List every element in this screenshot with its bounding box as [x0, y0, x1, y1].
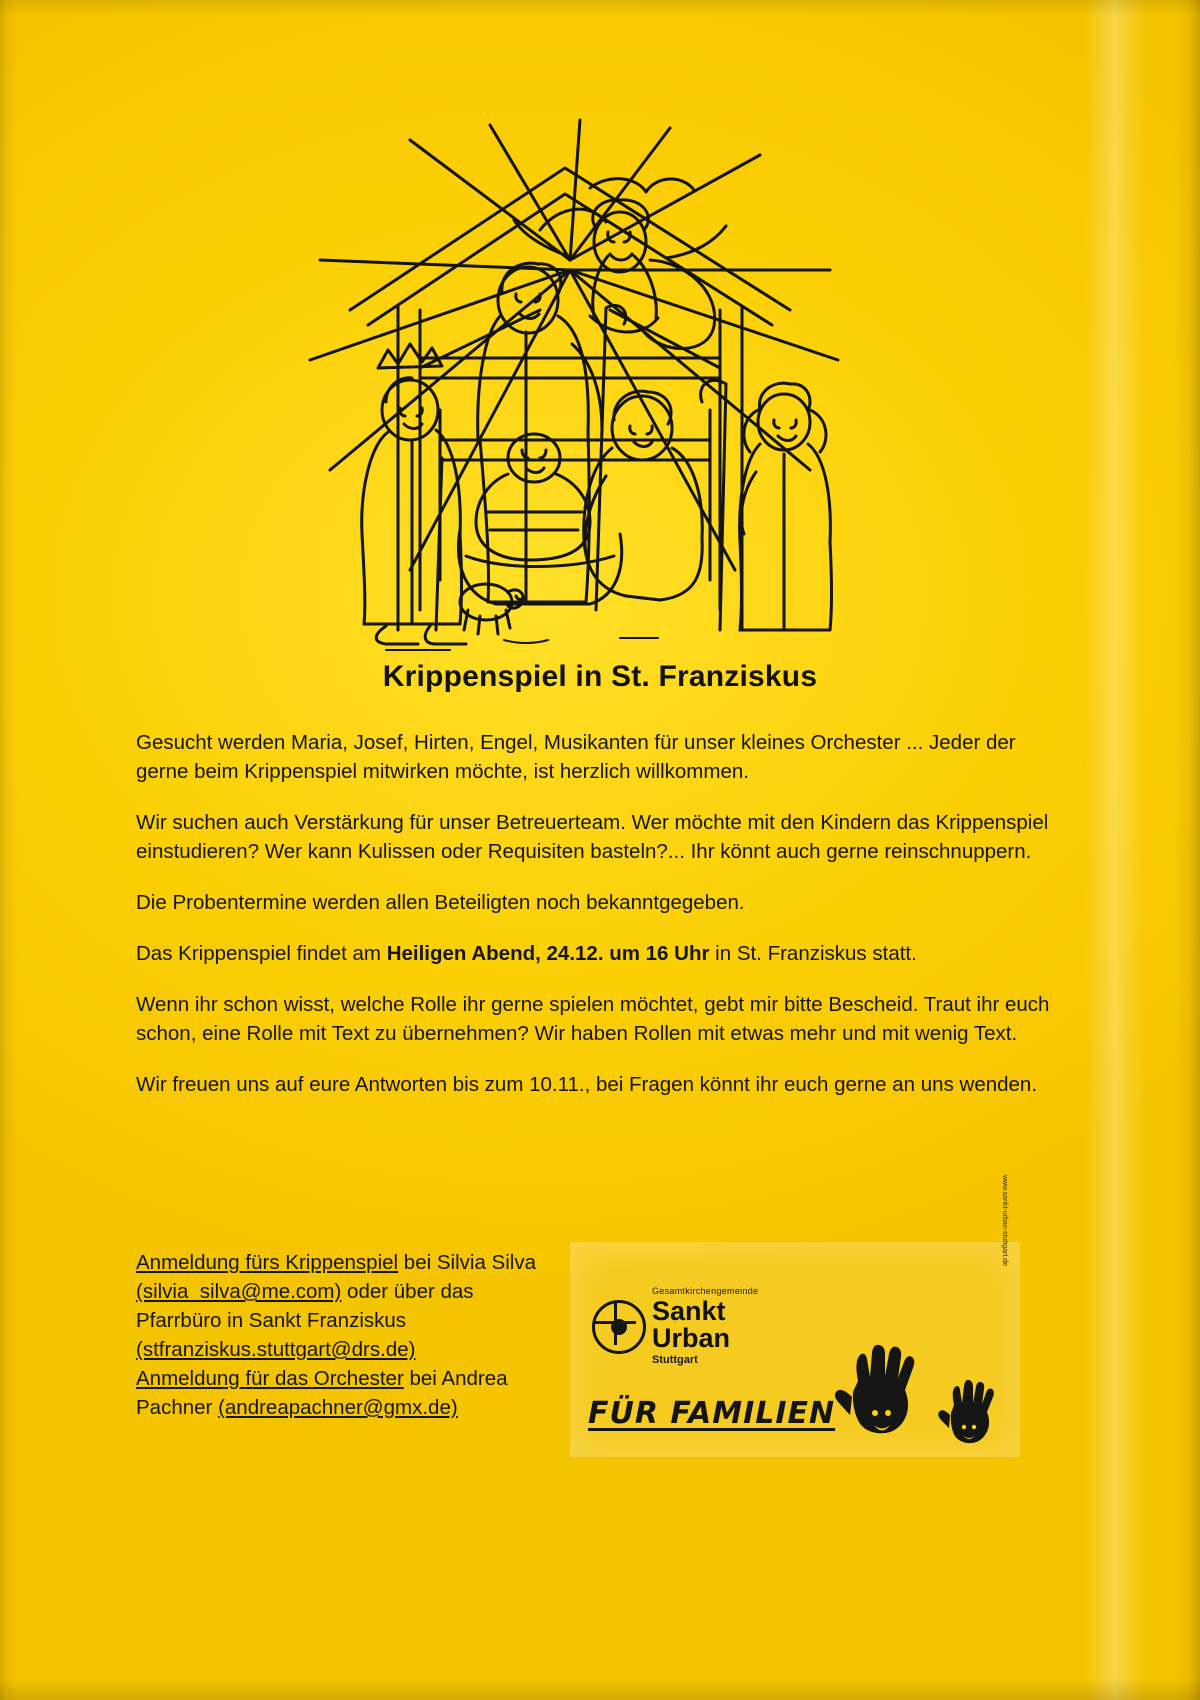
- cross-vertical-icon: [614, 1301, 617, 1345]
- signup-orchester-label: Anmeldung für das Orchester: [136, 1367, 404, 1390]
- page-edge-right: [1174, 0, 1200, 1700]
- scan-sheen: [1085, 0, 1145, 1700]
- signup-orchester-person: bei Andrea: [403, 1367, 508, 1390]
- page-edge-top: [0, 0, 1200, 16]
- paragraph-4: Wenn ihr schon wisst, welche Rolle ihr gerne spielen möchtet, gebt mir bitte Bescheid. Traut ihr euch schon, eine Rolle mit Text zu übernehmen? Wir haben Rollen mit etwas mehr und mit wenig Text.: [136, 993, 1050, 1045]
- logo-name: [652, 1298, 730, 1352]
- date-highlight: Heiligen Abend, 24.12. um 16 Uhr: [386, 942, 710, 965]
- signup-krippenspiel-person: bei Silvia Silva: [398, 1251, 536, 1274]
- pfarrbuero-line: Pfarrbüro in Sankt Franziskus: [136, 1309, 407, 1332]
- email-silvia[interactable]: (silvia_silva@me.com): [136, 1280, 342, 1303]
- sankt-urban-logo-box: [570, 1174, 1020, 1457]
- fuer-familien-slogan: FÜR FAMILIEN: [588, 1396, 836, 1431]
- sankt-urban-logo: [592, 1274, 792, 1366]
- page-edge-bottom: [0, 1678, 1200, 1700]
- handprints-icon: [830, 1339, 1010, 1449]
- signup-or-text: oder über das: [341, 1280, 474, 1303]
- page-title: Krippenspiel in St. Franziskus: [382, 660, 818, 693]
- paragraph-5: Wir freuen uns auf eure Antworten bis zum 10.11., bei Fragen könnt ihr euch gerne an uns wenden.: [136, 1073, 1038, 1096]
- logo-top-label: Gesamtkirchengemeinde: [652, 1286, 759, 1296]
- logo-city: Stuttgart: [652, 1354, 698, 1366]
- contact-block: [136, 1248, 566, 1422]
- logo-side-url: www.sankt-urban-stuttgart.de: [1001, 1174, 1008, 1266]
- paragraph-3: Die Probentermine werden allen Beteiligten noch bekanntgegeben.: [136, 891, 745, 914]
- body-text: [136, 728, 1066, 1099]
- cross-circle-icon: [592, 1300, 646, 1354]
- paragraph-1: Gesucht werden Maria, Josef, Hirten, Engel, Musikanten für unser kleines Orchester ... Jeder der gerne beim Krippenspiel mitwirken möchte, ist herzlich willkommen.: [136, 731, 1016, 783]
- paragraph-date: [136, 939, 1066, 968]
- page-edge-left: [0, 0, 18, 1700]
- date-suffix: in St. Franziskus statt.: [709, 942, 917, 965]
- orchester-person-surname: Pachner: [136, 1396, 219, 1419]
- paragraph-2: Wir suchen auch Verstärkung für unser Betreuerteam. Wer möchte mit den Kindern das Krippenspiel einstudieren? Wer kann Kulissen oder Requisiten basteln?... Ihr könnt auch gerne reinschnuppern.: [136, 811, 1049, 863]
- logo-name-line1: Sankt: [652, 1296, 726, 1326]
- email-andrea[interactable]: (andreapachner@gmx.de): [218, 1396, 458, 1419]
- email-pfarrbuero[interactable]: (stfranziskus.stuttgart@drs.de): [136, 1338, 416, 1361]
- date-prefix: Das Krippenspiel findet am: [136, 942, 387, 965]
- signup-krippenspiel-label: Anmeldung fürs Krippenspiel: [136, 1251, 399, 1274]
- logo-name-line2: Urban: [652, 1323, 731, 1353]
- nativity-illustration: [290, 110, 850, 655]
